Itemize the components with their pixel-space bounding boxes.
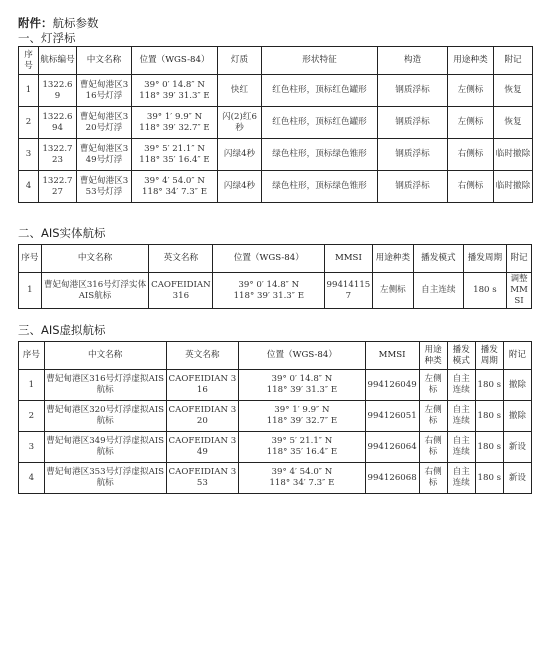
table-row — [19, 273, 532, 309]
table-cell: 180 s — [475, 463, 503, 494]
column-header: 位置（WGS-84） — [213, 245, 325, 273]
table-cell — [213, 273, 325, 309]
table-cell: 994141157 — [325, 273, 373, 309]
table-cell: 右侧标 — [448, 171, 494, 203]
column-header: 中文名称 — [41, 245, 149, 273]
cell-line: 118° 35′ 16.4″ E — [139, 154, 210, 165]
table-cell — [239, 370, 365, 401]
column-header: 位置（WGS-84） — [132, 47, 218, 75]
table-row — [19, 107, 533, 139]
ais-virtual-table — [18, 341, 532, 494]
table-cell: 4 — [19, 463, 45, 494]
column-header: 播发模式 — [414, 245, 464, 273]
table-row — [19, 463, 532, 494]
table-cell — [239, 463, 365, 494]
table-cell: 曹妃甸港区353号灯浮虚拟AIS航标 — [44, 463, 166, 494]
column-header: 用途种类 — [448, 47, 494, 75]
table-cell: 曹妃甸港区320号灯浮 — [77, 107, 132, 139]
cell-line: 39° 5′ 21.1″ N — [144, 143, 205, 154]
cell-line: 118° 35′ 16.4″ E — [266, 447, 338, 457]
table-row — [19, 401, 532, 432]
table-cell: 红色柱形，顶标红色罐形 — [262, 75, 378, 107]
column-header: MMSI — [325, 245, 373, 273]
column-header: 播发周期 — [463, 245, 506, 273]
column-header: 序号 — [19, 245, 42, 273]
table-cell: CAOFEIDIAN 349 — [166, 432, 239, 463]
cell-line: 118° 34′ 7.3″ E — [269, 478, 335, 488]
table-cell: 左侧标 — [448, 107, 494, 139]
column-header: MMSI — [365, 342, 419, 370]
document-heading — [18, 16, 532, 31]
table-cell: 4 — [19, 171, 39, 203]
section-title-light-buoys: 一、灯浮标 — [18, 31, 76, 45]
table-cell: 曹妃甸港区316号灯浮虚拟AIS航标 — [44, 370, 166, 401]
table-cell: 自主连续 — [447, 432, 475, 463]
table-cell: CAOFEIDIAN 316 — [149, 273, 213, 309]
table-cell: 994126049 — [365, 370, 419, 401]
table-cell: 自主连续 — [447, 401, 475, 432]
cell-line: 39° 0′ 14.8″ N — [238, 279, 300, 290]
cell-line: 39° 4′ 54.0″ N — [144, 175, 205, 186]
table-cell: 1 — [19, 370, 45, 401]
cell-line: 39° 0′ 14.8″ N — [144, 79, 205, 90]
table-cell: 闪(2)红6秒 — [218, 107, 262, 139]
cell-line: 39° 1′ 9.9″ N — [146, 111, 203, 122]
table-cell: 1 — [19, 75, 39, 107]
column-header: 用途种类 — [419, 342, 447, 370]
table-cell: 绿色柱形，顶标绿色锥形 — [262, 139, 378, 171]
heading-prefix: 附件： — [18, 16, 53, 30]
cell-line: 39° 4′ 54.0″ N — [271, 467, 333, 477]
table-cell: 994126051 — [365, 401, 419, 432]
table-row — [19, 432, 532, 463]
table-cell: 右侧标 — [419, 432, 447, 463]
table-cell: 自主连续 — [447, 463, 475, 494]
table-cell: 曹妃甸港区316号灯浮 — [77, 75, 132, 107]
table-cell: 180 s — [463, 273, 506, 309]
heading-text: 航标参数 — [52, 16, 99, 30]
ais-physical-table — [18, 244, 532, 309]
light-buoy-table — [18, 46, 533, 203]
table-cell: 右侧标 — [448, 139, 494, 171]
table-row — [19, 75, 533, 107]
cell-line: 118° 39′ 32.7″ E — [266, 416, 338, 426]
cell-line: 118° 39′ 32.7″ E — [139, 122, 210, 133]
table-cell: 3 — [19, 432, 45, 463]
table-cell: 钢质浮标 — [378, 107, 448, 139]
cell-line: 118° 34′ 7.3″ E — [142, 186, 207, 197]
table-cell: CAOFEIDIAN 353 — [166, 463, 239, 494]
table-cell: 曹妃甸港区349号灯浮虚拟AIS航标 — [44, 432, 166, 463]
table-cell: 钢质浮标 — [378, 171, 448, 203]
table-cell: 180 s — [475, 432, 503, 463]
table-cell: 1322.727 — [39, 171, 77, 203]
cell-line: 118° 39′ 31.3″ E — [266, 385, 338, 395]
table-cell: 绿色柱形，顶标绿色锥形 — [262, 171, 378, 203]
section-title-ais-physical: 二、AIS实体航标 — [18, 226, 106, 240]
table-cell: 1322.69 — [39, 75, 77, 107]
table-cell — [132, 139, 218, 171]
table-header-row — [19, 245, 532, 273]
column-header: 英文名称 — [149, 245, 213, 273]
column-header: 中文名称 — [77, 47, 132, 75]
table-cell: 自主连续 — [447, 370, 475, 401]
table-cell: 调整MMSI — [507, 273, 532, 309]
table-cell: 恢复 — [494, 75, 533, 107]
table-cell: 180 s — [475, 370, 503, 401]
column-header: 附记 — [494, 47, 533, 75]
table-cell: 3 — [19, 139, 39, 171]
table-cell — [132, 171, 218, 203]
section-title-ais-virtual: 三、AIS虚拟航标 — [18, 323, 106, 337]
document — [18, 14, 532, 494]
table-cell: CAOFEIDIAN 316 — [166, 370, 239, 401]
table-cell: 1 — [19, 273, 42, 309]
column-header: 附记 — [503, 342, 531, 370]
column-header: 位置（WGS-84） — [239, 342, 365, 370]
table-cell: 曹妃甸港区353号灯浮 — [77, 171, 132, 203]
table-cell: 自主连续 — [414, 273, 464, 309]
cell-line: 118° 39′ 31.3″ E — [139, 90, 210, 101]
column-header: 灯质 — [218, 47, 262, 75]
table-cell: 1322.694 — [39, 107, 77, 139]
column-header: 构造 — [378, 47, 448, 75]
table-cell: 临时撤除 — [494, 171, 533, 203]
table-cell: 撤除 — [503, 401, 531, 432]
table-cell: 曹妃甸港区349号灯浮 — [77, 139, 132, 171]
table-cell — [239, 432, 365, 463]
cell-line: 39° 5′ 21.1″ N — [271, 436, 333, 446]
table-header-row — [19, 342, 532, 370]
table-cell — [132, 75, 218, 107]
table-header-row — [19, 47, 533, 75]
table-cell: CAOFEIDIAN 320 — [166, 401, 239, 432]
table-cell: 撤除 — [503, 370, 531, 401]
table-row — [19, 139, 533, 171]
column-header: 播发模式 — [447, 342, 475, 370]
table-cell: 闪绿4秒 — [218, 171, 262, 203]
table-cell: 180 s — [475, 401, 503, 432]
table-cell: 994126064 — [365, 432, 419, 463]
table-cell: 曹妃甸港区320号灯浮虚拟AIS航标 — [44, 401, 166, 432]
table-cell: 994126068 — [365, 463, 419, 494]
cell-line: 39° 0′ 14.8″ N — [271, 374, 333, 384]
column-header: 用途种类 — [372, 245, 413, 273]
column-header: 附记 — [507, 245, 532, 273]
column-header: 英文名称 — [166, 342, 239, 370]
table-cell — [132, 107, 218, 139]
table-cell: 红色柱形，顶标红色罐形 — [262, 107, 378, 139]
table-cell: 左侧标 — [448, 75, 494, 107]
column-header: 序号 — [19, 342, 45, 370]
column-header: 中文名称 — [44, 342, 166, 370]
table-cell: 临时撤除 — [494, 139, 533, 171]
table-cell — [239, 401, 365, 432]
table-cell: 2 — [19, 107, 39, 139]
table-cell: 钢质浮标 — [378, 139, 448, 171]
table-cell: 左侧标 — [372, 273, 413, 309]
column-header: 形状特征 — [262, 47, 378, 75]
table-cell: 2 — [19, 401, 45, 432]
table-cell: 曹妃甸港区316号灯浮实体AIS航标 — [41, 273, 149, 309]
table-cell: 左侧标 — [419, 370, 447, 401]
table-row — [19, 171, 533, 203]
table-cell: 闪绿4秒 — [218, 139, 262, 171]
column-header: 序号 — [19, 47, 39, 75]
table-cell: 新设 — [503, 463, 531, 494]
cell-line: 118° 39′ 31.3″ E — [233, 290, 304, 301]
table-row — [19, 370, 532, 401]
column-header: 播发周期 — [475, 342, 503, 370]
column-header: 航标编号 — [39, 47, 77, 75]
table-cell: 新设 — [503, 432, 531, 463]
table-cell: 恢复 — [494, 107, 533, 139]
cell-line: 39° 1′ 9.9″ N — [274, 405, 330, 415]
table-cell: 左侧标 — [419, 401, 447, 432]
table-cell: 右侧标 — [419, 463, 447, 494]
table-cell: 快红 — [218, 75, 262, 107]
table-cell: 钢质浮标 — [378, 75, 448, 107]
table-cell: 1322.723 — [39, 139, 77, 171]
